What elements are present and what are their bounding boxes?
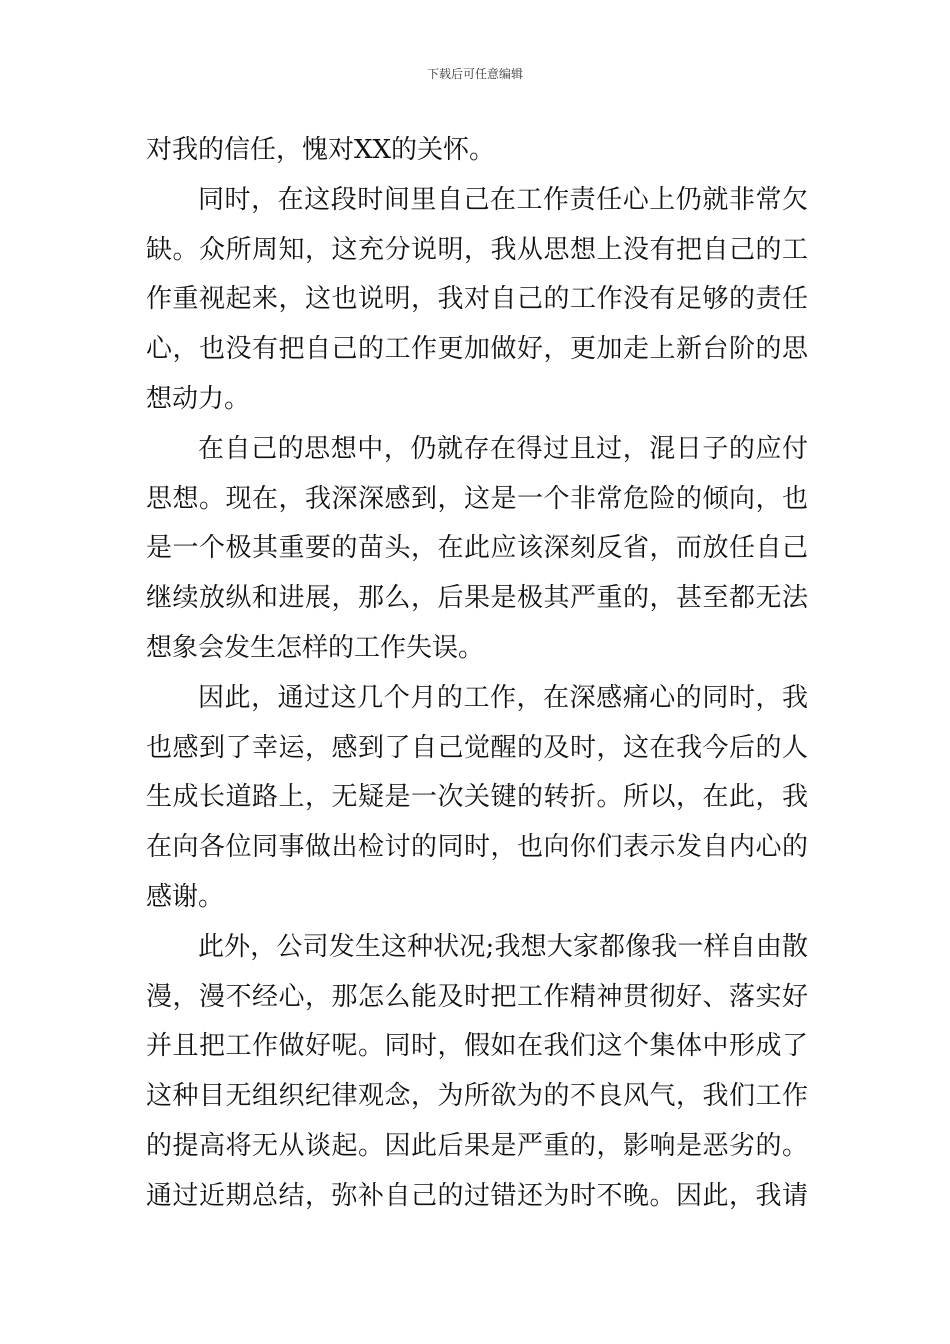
text-line: 也感到了幸运，感到了自己觉醒的及时，这在我今后的人 — [146, 732, 808, 763]
text-line: 心，也没有把自己的工作更加做好，更加走上新台阶的思 — [146, 334, 808, 365]
text-line: 作重视起来，这也说明，我对自己的工作没有足够的责任 — [146, 284, 808, 315]
text-line: 缺。众所周知，这充分说明，我从思想上没有把自己的工 — [146, 234, 808, 265]
text-line: 感谢。 — [146, 881, 225, 912]
page-header: 下载后可任意编辑 — [426, 67, 523, 81]
text-line: 同时，在这段时间里自己在工作责任心上仍就非常欠 — [198, 184, 808, 215]
text-line: 在向各位同事做出检讨的同时，也向你们表示发自内心的 — [146, 832, 808, 863]
text-line: 思想。现在，我深深感到，这是一个非常危险的倾向，也 — [146, 483, 808, 514]
text-line: 生成长道路上，无疑是一次关键的转折。所以，在此，我 — [146, 782, 808, 813]
text-line: 的提高将无从谈起。因此后果是严重的，影响是恶劣的。 — [146, 1130, 808, 1161]
text-line: 通过近期总结，弥补自己的过错还为时不晚。因此，我请 — [146, 1180, 808, 1211]
text-line: 这种目无组织纪律观念，为所欲为的不良风气，我们工作 — [146, 1081, 808, 1112]
text-line: 并且把工作做好呢。同时，假如在我们这个集体中形成了 — [146, 1031, 808, 1062]
text-line: 想象会发生怎样的工作失误。 — [146, 632, 485, 663]
text-line: 想动力。 — [146, 383, 251, 414]
text-line: 漫，漫不经心，那怎么能及时把工作精神贯彻好、落实好 — [146, 981, 808, 1012]
text-line: 对我的信任，愧对XX的关怀。 — [146, 135, 496, 165]
text-line: 继续放纵和进展，那么，后果是极其严重的，甚至都无法 — [146, 583, 808, 614]
text-line: 是一个极其重要的苗头，在此应该深刻反省，而放任自己 — [146, 533, 808, 564]
text-line: 因此，通过这几个月的工作，在深感痛心的同时，我 — [198, 682, 808, 713]
text-line: 此外，公司发生这种状况;我想大家都像我一样自由散 — [198, 931, 808, 962]
document-body — [146, 126, 808, 1222]
text-line: 在自己的思想中，仍就存在得过且过，混日子的应付 — [198, 433, 808, 464]
